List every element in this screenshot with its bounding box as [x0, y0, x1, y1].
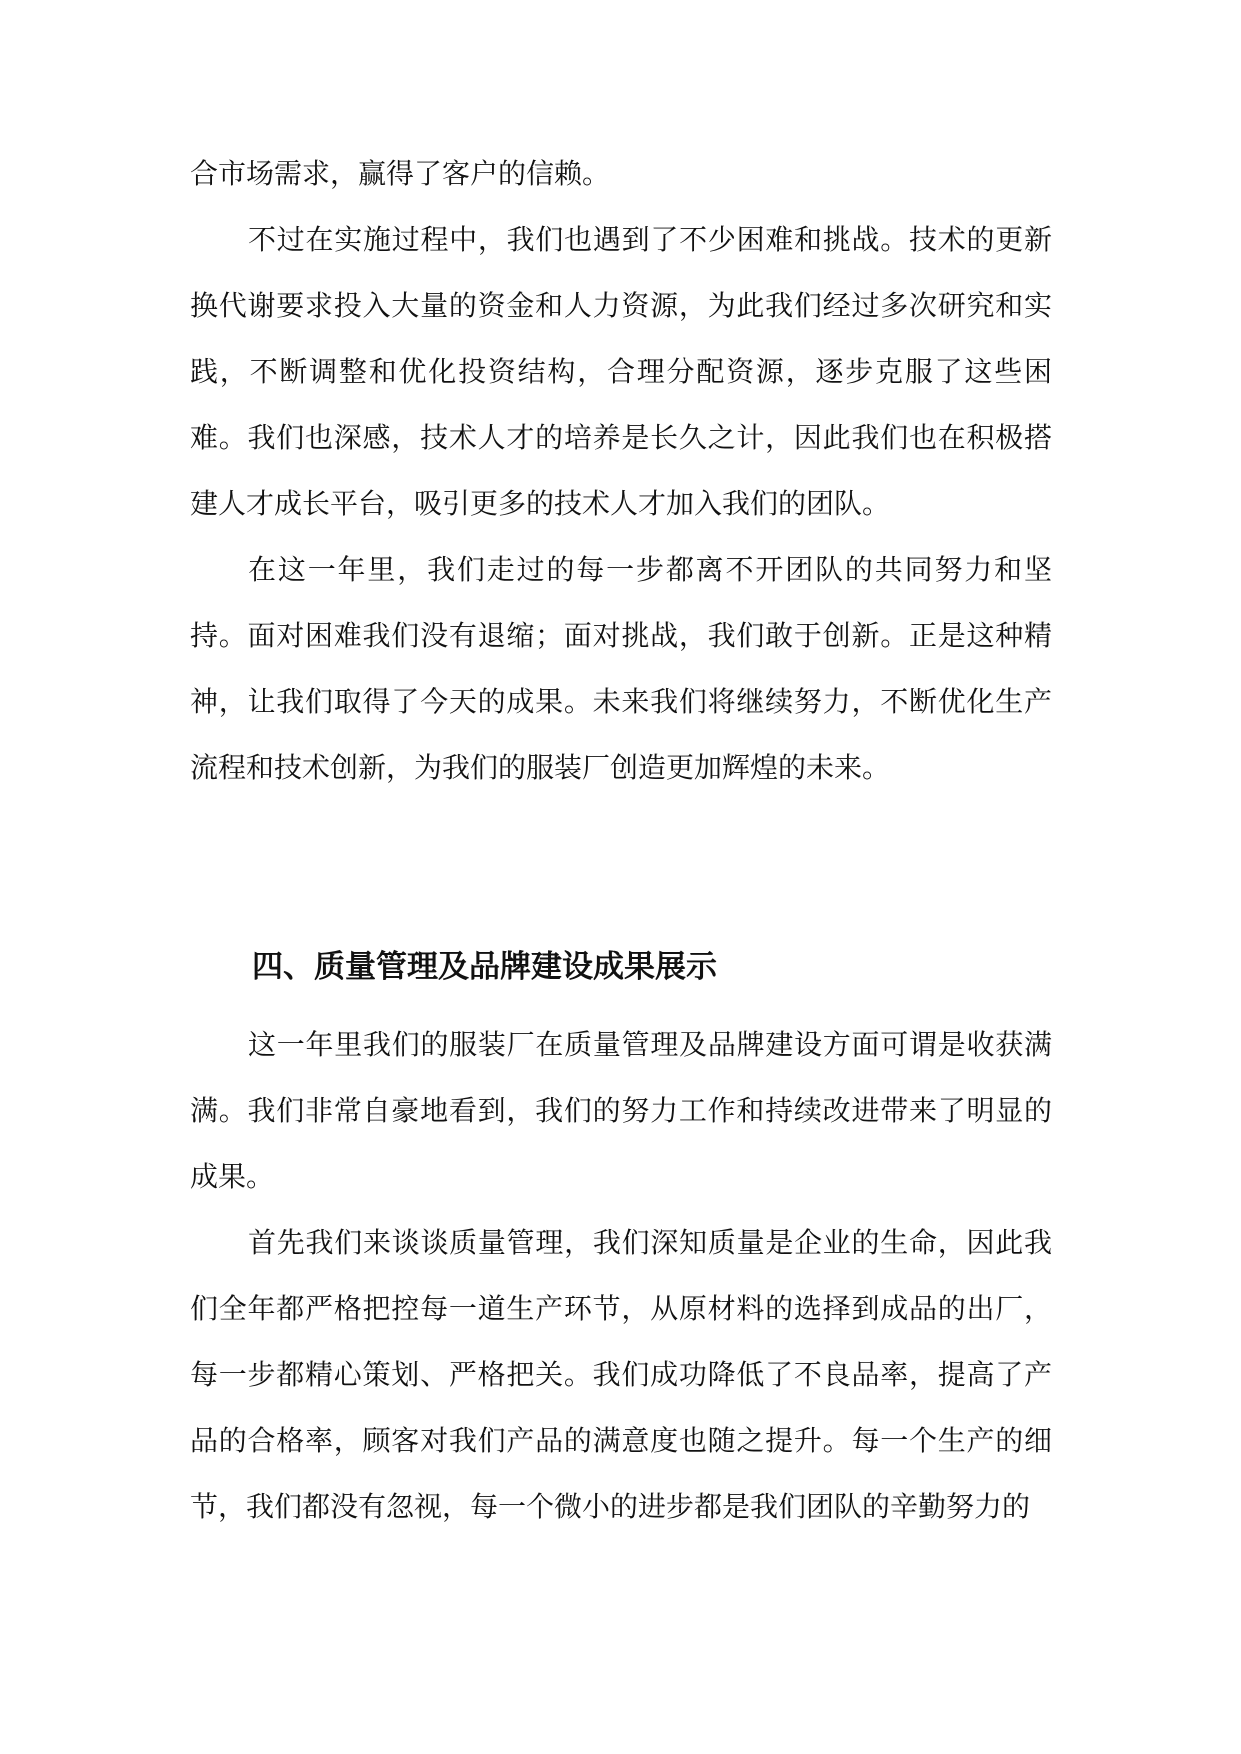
body-text-section-2 — [190, 1012, 1052, 1540]
paragraph-quality-management: 首先我们来谈谈质量管理，我们深知质量是企业的生命，因此我们全年都严格把控每一道生产环节，从原材料的选择到成品的出厂，每一步都精心策划、严格把关。我们成功降低了不良品率，提高了产品的合格率，顾客对我们产品的满意度也随之提升。每一个生产的细节，我们都没有忽视，每一个微小的进步都是我们团队的辛勤努力的 — [190, 1226, 1052, 1523]
paragraph-quality-intro: 这一年里我们的服装厂在质量管理及品牌建设方面可谓是收获满满。我们非常自豪地看到，我们的努力工作和持续改进带来了明显的成果。 — [190, 1028, 1052, 1193]
section-heading: 四、质量管理及品牌建设成果展示 — [252, 949, 717, 985]
body-text-section-1 — [190, 141, 1052, 801]
paragraph-challenges: 不过在实施过程中，我们也遇到了不少困难和挑战。技术的更新换代谢要求投入大量的资金和人力资源，为此我们经过多次研究和实践，不断调整和优化投资结构，合理分配资源，逐步克服了这些困难。我们也深感，技术人才的培养是长久之计，因此我们也在积极搭建人才成长平台，吸引更多的技术人才加入我们的团队。 — [190, 223, 1052, 520]
paragraph-continuation: 合市场需求，赢得了客户的信赖。 — [190, 157, 611, 190]
paragraph-teamwork: 在这一年里，我们走过的每一步都离不开团队的共同努力和坚持。面对困难我们没有退缩；面对挑战，我们敢于创新。正是这种精神，让我们取得了今天的成果。未来我们将继续努力，不断优化生产流程和技术创新，为我们的服装厂创造更加辉煌的未来。 — [190, 553, 1052, 784]
